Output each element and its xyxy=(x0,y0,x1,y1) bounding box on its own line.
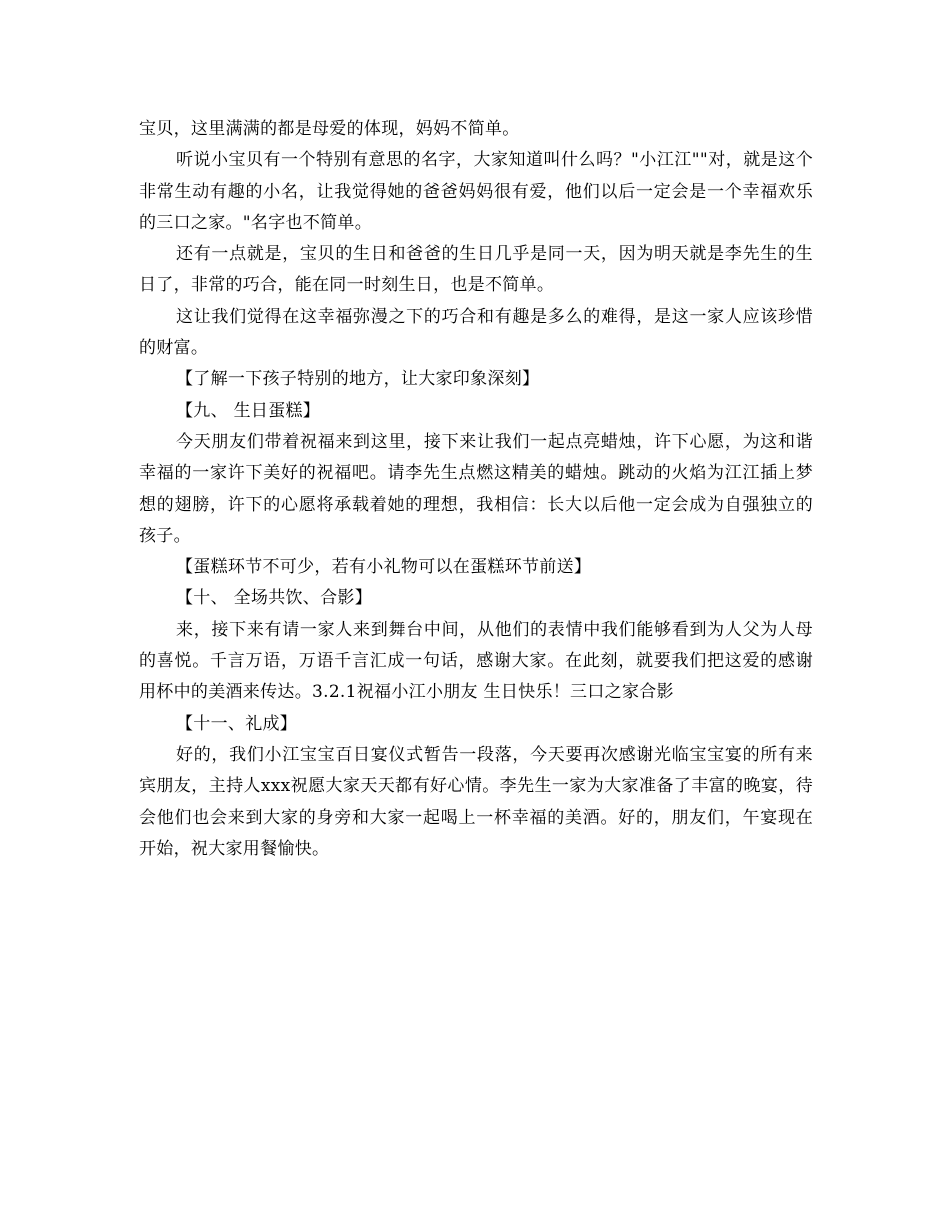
paragraph-4: 这让我们觉得在这幸福弥漫之下的巧合和有趣是多么的难得，是这一家人应该珍惜的财富。 xyxy=(139,306,813,359)
section-heading-9: 【九、 生日蛋糕】 xyxy=(176,400,321,421)
paragraph-6: 来，接下来有请一家人来到舞台中间，从他们的表情中我们能够看到为人父为人母的喜悦。千言万语，万语千言汇成一句话，感谢大家。在此刻，就要我们把这爱的感谢用杯中的美酒来传达。3.2.1祝福小江小朋友 生日快乐！三口之家合影 xyxy=(139,619,813,703)
document-page xyxy=(139,114,813,865)
note-heading-1: 【了解一下孩子特别的地方，让大家印象深刻】 xyxy=(176,369,540,390)
note-heading-2: 【蛋糕环节不可少，若有小礼物可以在蛋糕环节前送】 xyxy=(176,557,592,578)
paragraph-7: 好的，我们小江宝宝百日宴仪式暂告一段落，今天要再次感谢光临宝宝宴的所有来宾朋友，主持人xxx祝愿大家天天都有好心情。李先生一家为大家准备了丰富的晚宴，待会他们也会来到大家的身旁和大家一起喝上一杯幸福的美酒。好的，朋友们，午宴现在开始，祝大家用餐愉快。 xyxy=(139,744,813,859)
paragraph-5: 今天朋友们带着祝福来到这里，接下来让我们一起点亮蜡烛，许下心愿，为这和谐幸福的一家许下美好的祝福吧。请李先生点燃这精美的蜡烛。跳动的火焰为江江插上梦想的翅膀，许下的心愿将承载着她的理想，我相信：长大以后他一定会成为自强独立的孩子。 xyxy=(139,431,813,546)
section-heading-11: 【十一、礼成】 xyxy=(176,713,298,734)
paragraph-3: 还有一点就是，宝贝的生日和爸爸的生日几乎是同一天，因为明天就是李先生的生日了，非常的巧合，能在同一时刻生日，也是不简单。 xyxy=(139,244,813,296)
paragraph-1: 宝贝，这里满满的都是母爱的体现，妈妈不简单。 xyxy=(139,119,520,139)
section-heading-10: 【十、 全场共饮、合影】 xyxy=(176,588,373,609)
paragraph-2: 听说小宝贝有一个特别有意思的名字，大家知道叫什么吗？"小江江""对，就是这个非常生动有趣的小名，让我觉得她的爸爸妈妈很有爱，他们以后一定会是一个幸福欢乐的三口之家。"名字也不简单。 xyxy=(139,150,813,233)
